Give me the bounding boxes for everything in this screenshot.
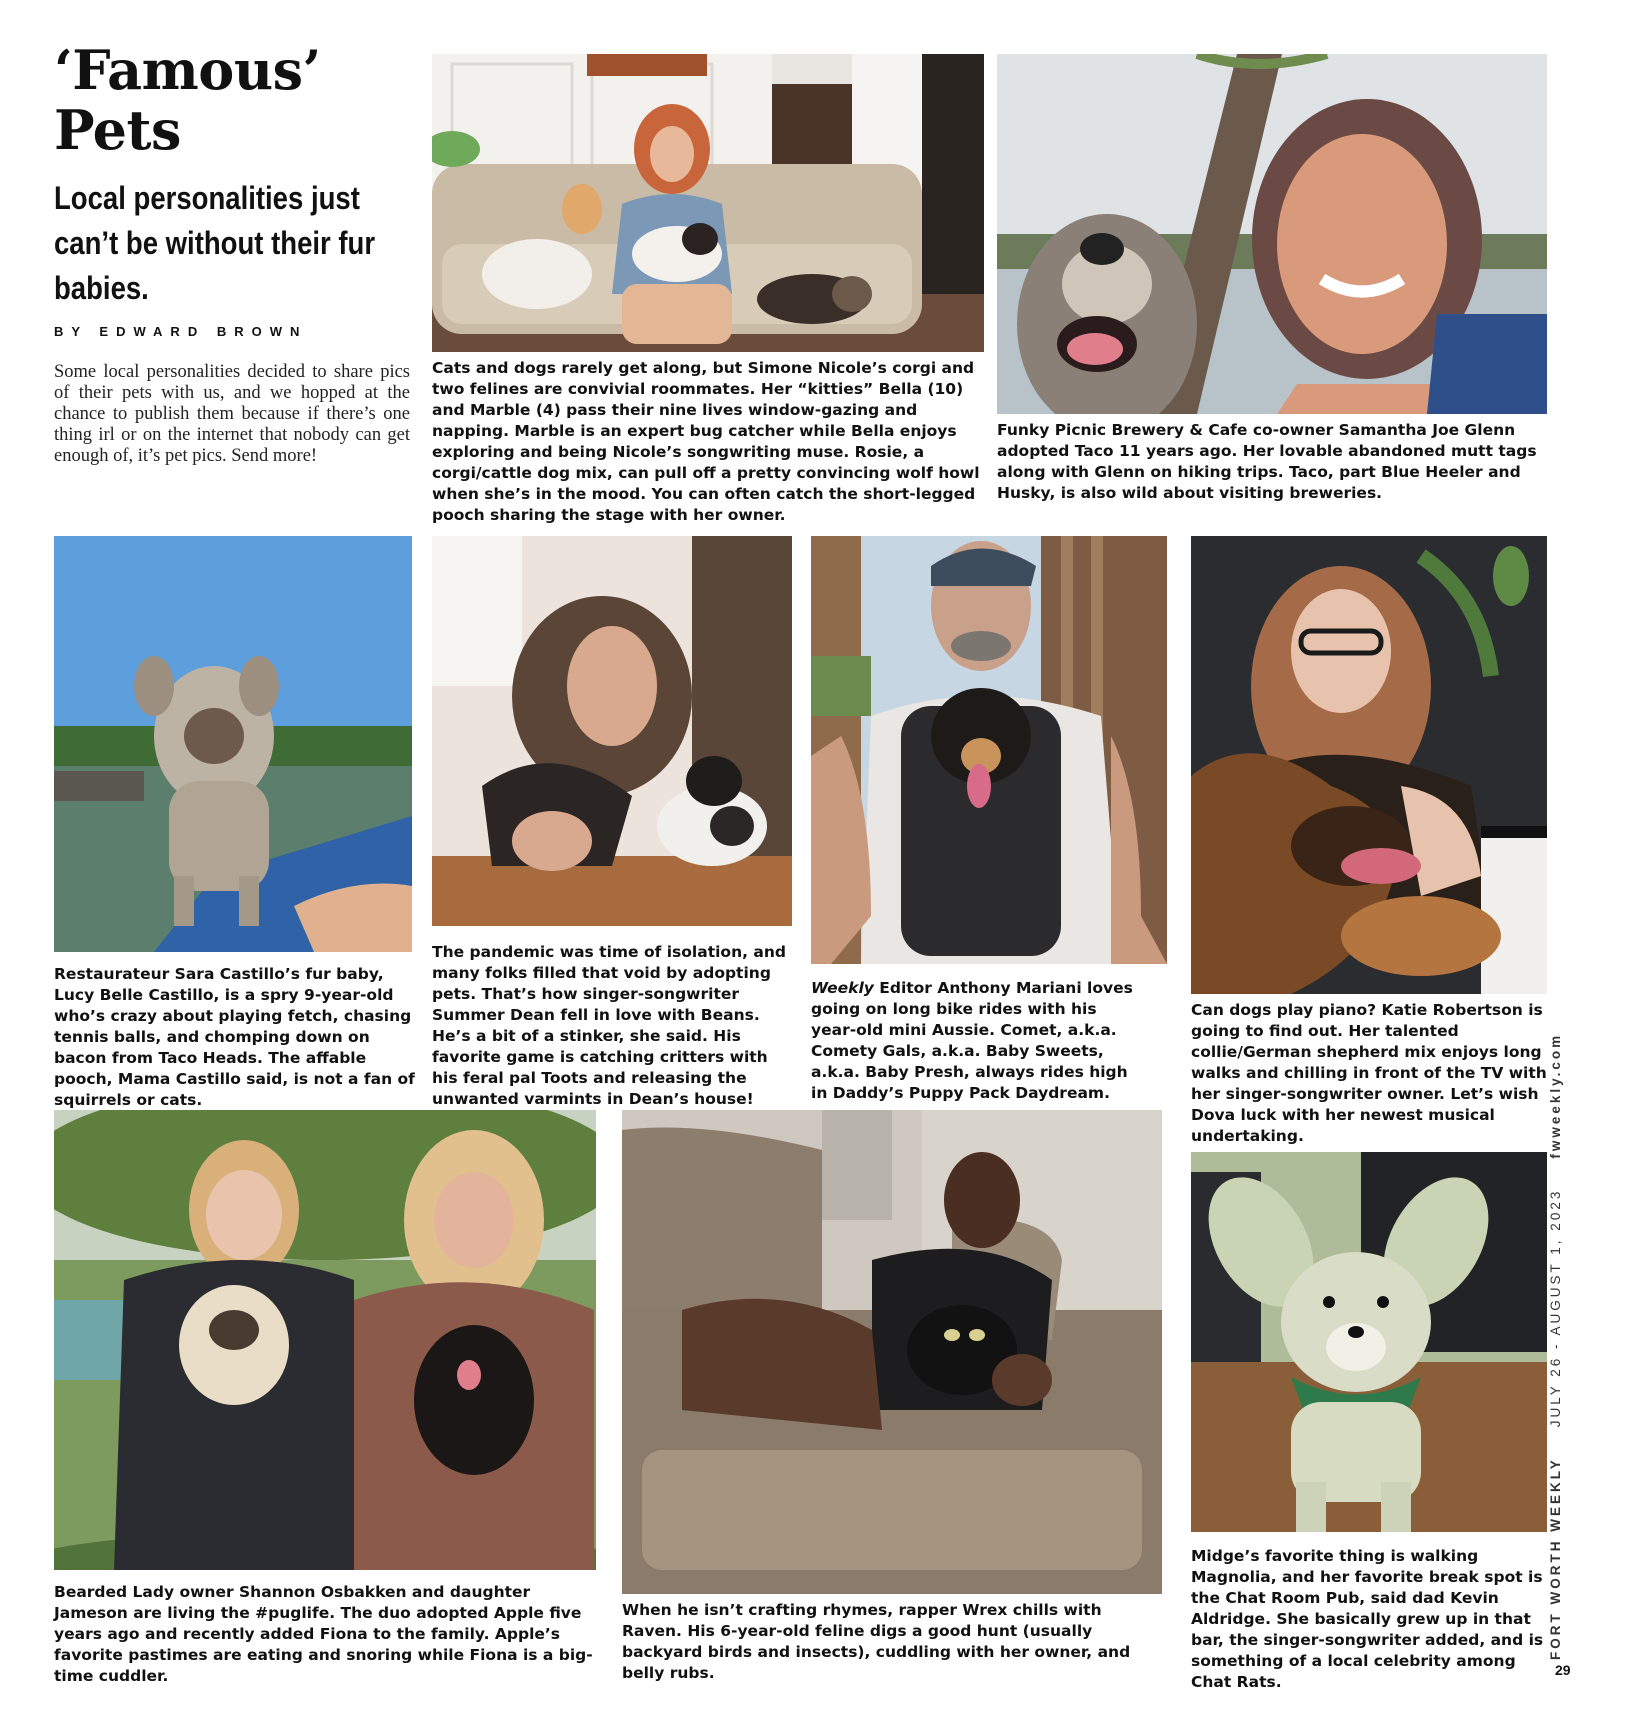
article-deck: Local personalities just can’t be without their fur babies.: [54, 180, 376, 306]
issue-dates: JULY 26 - AUGUST 1, 2023: [1548, 1188, 1563, 1428]
photo-simone-nicole: [432, 54, 984, 352]
photo-samantha-glenn: [997, 54, 1547, 414]
caption-publication-name: Weekly: [811, 979, 874, 997]
photo-katie-robertson: [1191, 536, 1547, 994]
photo-shannon-osbakken: [54, 1110, 596, 1570]
caption-simone-nicole: Cats and dogs rarely get along, but Simone Nicole’s corgi and two felines are convivial roommates. Her “kitties” Bella (10) and Marble (4) pass their nine lives window-gazing and napping. Marble is an expert bug catcher while Bella enjoys exploring and being Nicole’s songwriting muse. Rosie, a corgi/cattle dog mix, can pull off a pretty convincing wolf howl when she’s in the mood. You can often catch the short-legged pooch sharing the stage with her owner.: [432, 359, 980, 524]
caption-samantha-glenn: Funky Picnic Brewery & Cafe co-owner Samantha Joe Glenn adopted Taco 11 years ago. Her lovable abandoned mutt tags along with Glenn on hiking trips. Taco, part Blue Heeler and Husky, is also wild about visiting breweries.: [997, 421, 1537, 502]
photo-midge-magnolia: [1191, 1152, 1547, 1532]
photo-summer-dean: [432, 536, 792, 926]
photo-sara-castillo: [54, 536, 412, 952]
caption-summer-dean: The pandemic was time of isolation, and many folks filled that void by adopting pets. That’s how singer-songwriter Summer Dean fell in love with Beans. He’s a bit of a stinker, she said. His favorite game is catching critters with his feral pal Toots and releasing the unwanted varmints in Dean’s house!: [432, 943, 786, 1108]
caption-sara-castillo: Restaurateur Sara Castillo’s fur baby, Lucy Belle Castillo, is a spry 9-year-old who’s crazy about playing fetch, chasing tennis balls, and chomping down on bacon from Taco Heads. The affable pooch, Mama Castillo said, is not a fan of squirrels or cats.: [54, 965, 415, 1109]
caption-anthony-text: Editor Anthony Mariani loves going on long bike rides with his year-old mini Aussie. Comet, a.k.a. Comety Gals, a.k.a. Baby Sweets, a.k.a. Baby Presh, always rides high in Daddy’s Puppy Pack Daydream.: [811, 979, 1133, 1102]
title-line-1: ‘Famous’: [54, 38, 321, 102]
caption-wrex: When he isn’t crafting rhymes, rapper Wrex chills with Raven. His 6-year-old feline digs a good hunt (usually backyard birds and insects), cuddling with her owner, and belly rubs.: [622, 1601, 1131, 1682]
page-folio: [1548, 1032, 1572, 1660]
page-number: 29: [1555, 1662, 1571, 1678]
website: fwweekly.com: [1548, 1032, 1563, 1159]
intro-paragraph: Some local personalities decided to share pics of their pets with us, and we hopped at the chance to publish them because if there’s one thing irl or on the internet that nobody can get enough of, it’s pet pics. Send more!: [54, 362, 410, 466]
article-title: [54, 40, 414, 160]
byline: BY EDWARD BROWN: [54, 324, 308, 339]
caption-katie-robertson: Can dogs play piano? Katie Robertson is going to find out. Her talented collie/German shepherd mix enjoys long walks and chilling in front of the TV with her singer-songwriter owner. Let’s wish Dova luck with her newest musical undertaking.: [1191, 1001, 1547, 1145]
photo-anthony-mariani: [811, 536, 1167, 964]
caption-midge-magnolia: Midge’s favorite thing is walking Magnolia, and her favorite break spot is the Chat Room Pub, said dad Kevin Aldridge. She basically grew up in that bar, the singer-songwriter added, and is something of a local celebrity among Chat Rats.: [1191, 1547, 1544, 1691]
caption-anthony-mariani: [811, 978, 1141, 1104]
publication-name: FORT WORTH WEEKLY: [1548, 1457, 1563, 1660]
title-line-2: Pets: [54, 98, 181, 162]
caption-shannon-osbakken: Bearded Lady owner Shannon Osbakken and daughter Jameson are living the #puglife. The duo adopted Apple five years ago and recently added Fiona to the family. Apple’s favorite pastimes are eating and snoring while Fiona is a big-time cuddler.: [54, 1583, 593, 1685]
photo-wrex: [622, 1110, 1162, 1594]
